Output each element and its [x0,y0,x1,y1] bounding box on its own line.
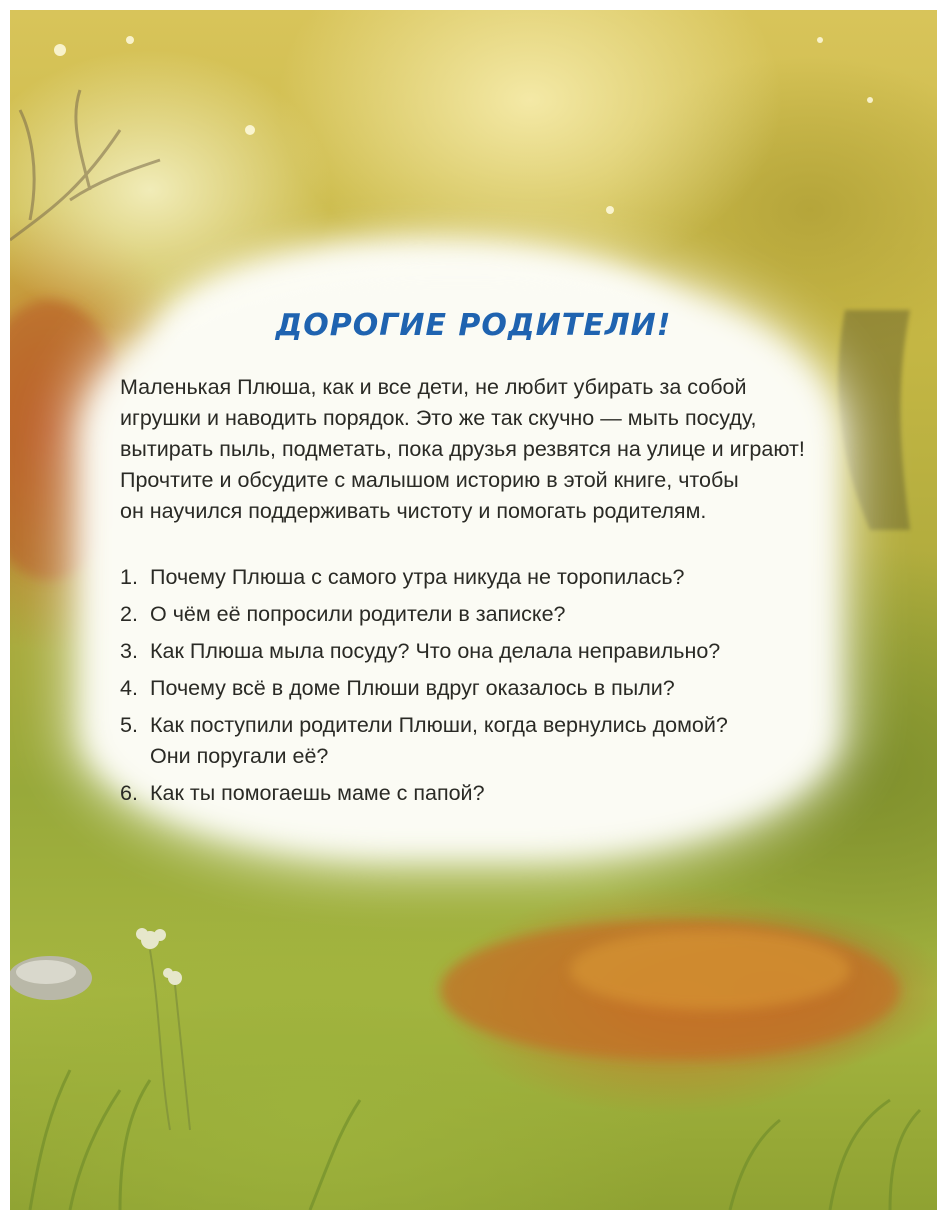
question-number: 2. [120,602,138,626]
question-line: Как ты помогаешь маме с папой? [150,781,485,805]
intro-line: он научился поддерживать чистоту и помогать родителям. [120,499,707,523]
question-line: Как поступили родители Плюши, когда вернулись домой? [150,713,728,737]
page-title: ДОРОГИЕ РОДИТЕЛИ! [275,308,672,343]
question-text [150,710,728,772]
question-line: Они поругали её? [150,744,329,768]
question-number: 1. [120,565,138,589]
intro-paragraph [120,372,805,527]
question-text [150,636,720,667]
question-line: Почему всё в доме Плюши вдруг оказалось в пыли? [150,676,675,700]
book-page [10,10,937,1210]
question-item [120,562,800,593]
question-list [120,562,800,815]
question-text [150,599,566,630]
intro-line: игрушки и наводить порядок. Это же так скучно — мыть посуду, [120,406,757,430]
question-number: 3. [120,639,138,663]
intro-line: Маленькая Плюша, как и все дети, не любит убирать за собой [120,375,747,399]
question-line: Как Плюша мыла посуду? Что она делала неправильно? [150,639,721,663]
question-number: 4. [120,676,138,700]
question-number: 6. [120,781,138,805]
question-text [150,562,685,593]
intro-line: Прочтите и обсудите с малышом историю в этой книге, чтобы [120,468,739,492]
question-line: Почему Плюша с самого утра никуда не торопилась? [150,565,685,589]
question-item [120,636,800,667]
question-item [120,599,800,630]
question-number: 5. [120,713,138,737]
question-line: О чём её попросили родители в записке? [150,602,566,626]
page-content [10,10,937,1210]
question-item [120,778,800,809]
question-text [150,673,675,704]
question-text [150,778,485,809]
question-item [120,710,800,772]
question-item [120,673,800,704]
intro-line: вытирать пыль, подметать, пока друзья резвятся на улице и играют! [120,437,805,461]
